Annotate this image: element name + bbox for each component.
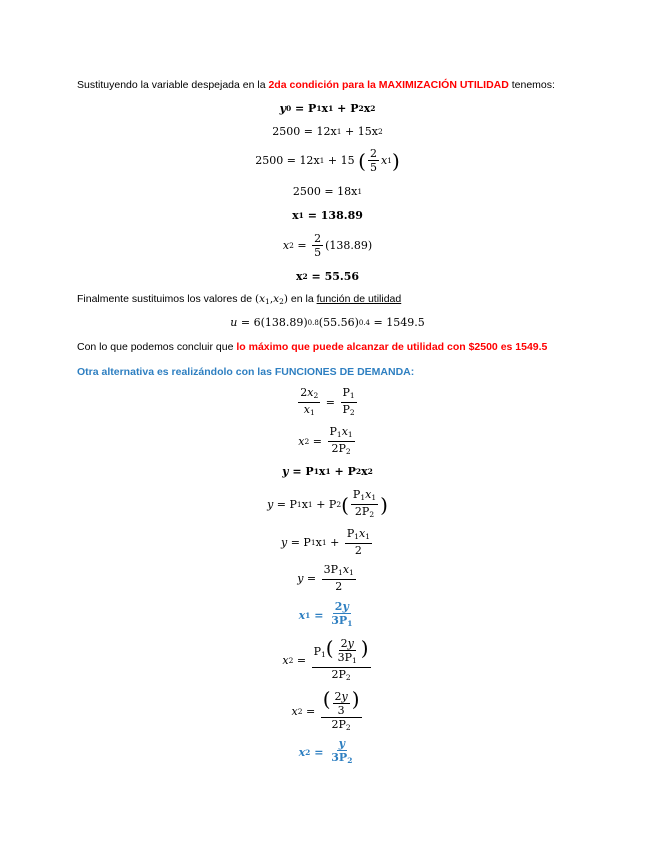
equation-x2-expression: x 2 = $\frac{2}{5}$ (138.89) — [282, 232, 373, 259]
equation-budget-general: y = P 1 x 1 + P 2 x 2 — [282, 465, 373, 478]
utility-substitution-text: Finalmente sustituimos los valores de $(x_1,x_2)$ en la función de utilidad — [77, 293, 402, 306]
alternative-heading: Otra alternativa es realizándolo con las FUNCIONES DE DEMANDA: — [77, 366, 415, 378]
conclusion-text: Con lo que podemos concluir que lo máximo que puede alcanzar de utilidad con $2500 es 1549.5 — [77, 341, 548, 353]
intro-pre: Sustituyendo la variable despejada en la — [77, 79, 269, 91]
equation-x2-substituted: x 2 = $P_1$( $\frac{2y}{3P_1}$ ) $2P_2$ — [282, 636, 369, 682]
intro-highlight: 2da condición para la MAXIMIZACIÓN UTILIDAD — [268, 79, 509, 91]
equation-budget-reduced: y = P 1 x 1 + $\frac{P_1x_1}{2}$ — [280, 527, 371, 557]
equation-x2-from-mrs: x 2 = $\frac{P_1x_1}{2P_2}$ — [298, 425, 353, 456]
equation-x2-demand: x 2 = $\frac{y}{3P_2}$ — [298, 737, 353, 765]
intro-post: tenemos: — [508, 79, 555, 91]
equation-x2-result: x 2 = 55.56 — [295, 270, 360, 283]
equation-simplified: 2500 = 18 x 1 — [292, 185, 363, 198]
equation-utility-value: u = 6 (138.89) 0.8 (55.56) 0.4 = 1549.5 — [230, 316, 425, 329]
equation-x1-result: x 1 = 138.89 — [292, 209, 363, 222]
equation-x1-demand: x 1 = $\frac{2y}{3P_1}$ — [298, 600, 353, 628]
equation-mrs: $\frac{2x_2}{x_1}$ = $\frac{P_1}{P_2}$ — [300, 386, 355, 417]
utility-function-link: función de utilidad — [316, 293, 402, 305]
equation-x2-reduced: x 2 = ( $\frac{2y}{3}$ ) $2P_2$ — [291, 687, 360, 732]
equation-substituted: 2500 = 12 x 1 + 15 ( $\frac{2}{5}$ x 1 ) — [255, 147, 400, 174]
conclusion-highlight: lo máximo que puede alcanzar de utilidad con $2500 es 1549.5 — [236, 341, 548, 353]
equation-budget-combined: y = $\frac{3P_1x_1}{2}$ — [297, 563, 354, 593]
equation-budget-substituted: y = P 1 x 1 + P 2 ( $\frac{P_1x_1}{2P_2}$ ) — [267, 488, 388, 519]
equation-budget-values: 2500 = 12 x 1 + 15 x 2 — [272, 125, 383, 138]
equation-budget: y 0 = P 1 x 1 + P 2 x 2 — [279, 102, 376, 115]
intro-text — [77, 79, 555, 91]
